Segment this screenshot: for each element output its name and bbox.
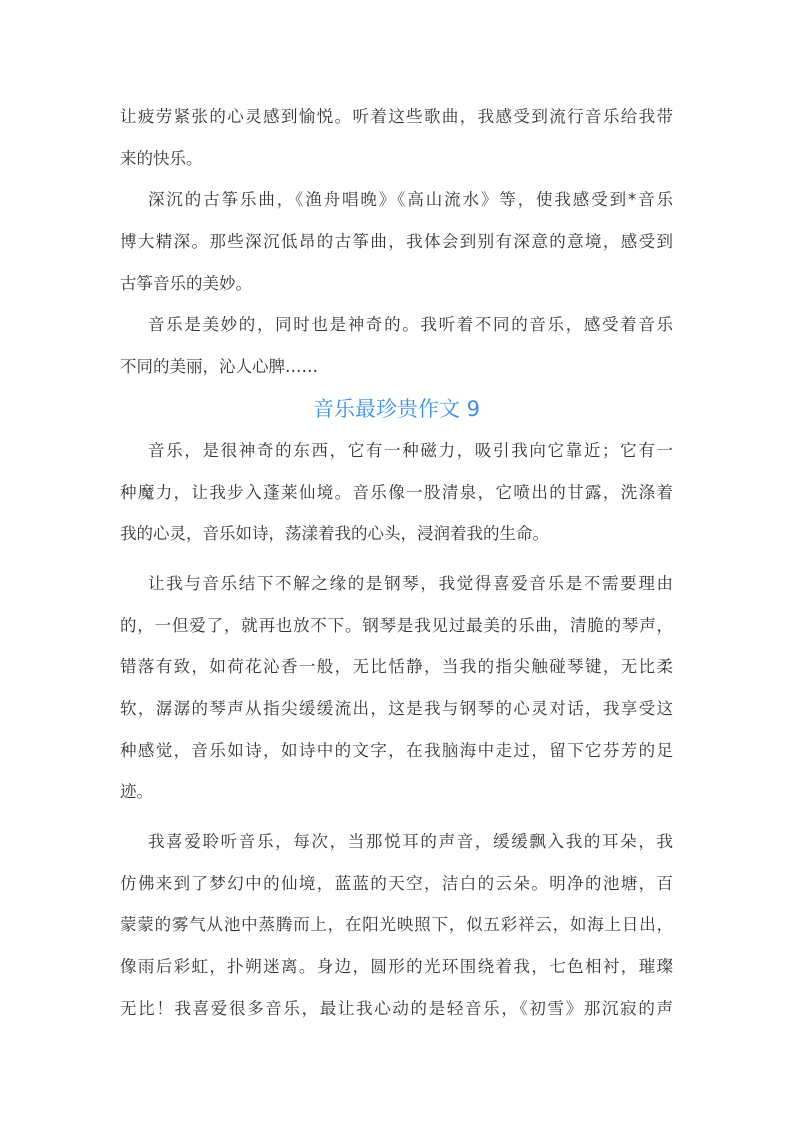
text-line: 博大精深。那些深沉低昂的古筝曲，我体会到别有深意的意境，感受到 [120,232,673,252]
text-line: 种魔力，让我步入蓬莱仙境。音乐像一股清泉，它喷出的甘露，洗涤着 [120,482,673,502]
text-line: 迹。 [120,782,153,802]
paragraph-guzheng [120,179,673,304]
paragraph-pop-music-joy [120,96,673,179]
text-line: 不同的美丽，沁人心脾…… [120,357,318,377]
text-line: 深沉的古筝乐曲，《渔舟唱晚》《高山流水》等，使我感受到*音乐 [148,190,673,210]
text-line: 错落有致，如荷花沁香一般，无比恬静，当我的指尖触碰琴键，无比柔 [120,657,673,677]
paragraph-gap [120,555,673,563]
text-line: 音乐，是很神奇的东西，它有一种磁力，吸引我向它靠近；它有一 [148,440,673,460]
text-line: 音乐是美妙的，同时也是神奇的。我听着不同的音乐，感受着音乐 [148,315,673,335]
paragraph-listening [120,821,673,1029]
text-line: 我的心灵，音乐如诗，荡漾着我的心头，浸润着我的生命。 [120,524,549,544]
text-line: 让我与音乐结下不解之缘的是钢琴，我觉得喜爱音乐是不需要理由 [148,573,673,593]
paragraph-gap [120,813,673,821]
text-line: 像雨后彩虹，扑朔迷离。身边，圆形的光环围绕着我，七色相衬，璀璨 [120,957,673,977]
essay-heading: 音乐最珍贵作文 9 [312,396,481,421]
paragraph-music-wonder [120,304,673,387]
text-line: 种感觉，音乐如诗，如诗中的文字，在我脑海中走过，留下它芬芳的足 [120,740,673,760]
text-line: 我喜爱聆听音乐，每次，当那悦耳的声音，缓缓飘入我的耳朵，我 [148,832,673,851]
document-body [120,96,673,1029]
paragraph-music-magic [120,430,673,555]
paragraph-piano [120,563,673,813]
text-line: 蒙蒙的雾气从池中蒸腾而上，在阳光映照下，似五彩祥云，如海上日出， [120,915,673,935]
text-line: 无比！我喜爱很多音乐，最让我心动的是轻音乐，《初雪》那沉寂的声 [120,998,673,1018]
text-line: 的，一但爱了，就再也放不下。钢琴是我见过最美的乐曲，清脆的琴声， [120,615,673,635]
text-line: 仿佛来到了梦幻中的仙境，蓝蓝的天空，洁白的云朵。明净的池塘，百 [120,873,673,893]
text-line: 古筝音乐的美妙。 [120,273,252,293]
text-line: 来的快乐。 [120,148,203,168]
text-line: 软，潺潺的琴声从指尖缓缓流出，这是我与钢琴的心灵对话，我享受这 [120,698,673,718]
text-line: 让疲劳紧张的心灵感到愉悦。听着这些歌曲，我感受到流行音乐给我带 [120,107,673,126]
